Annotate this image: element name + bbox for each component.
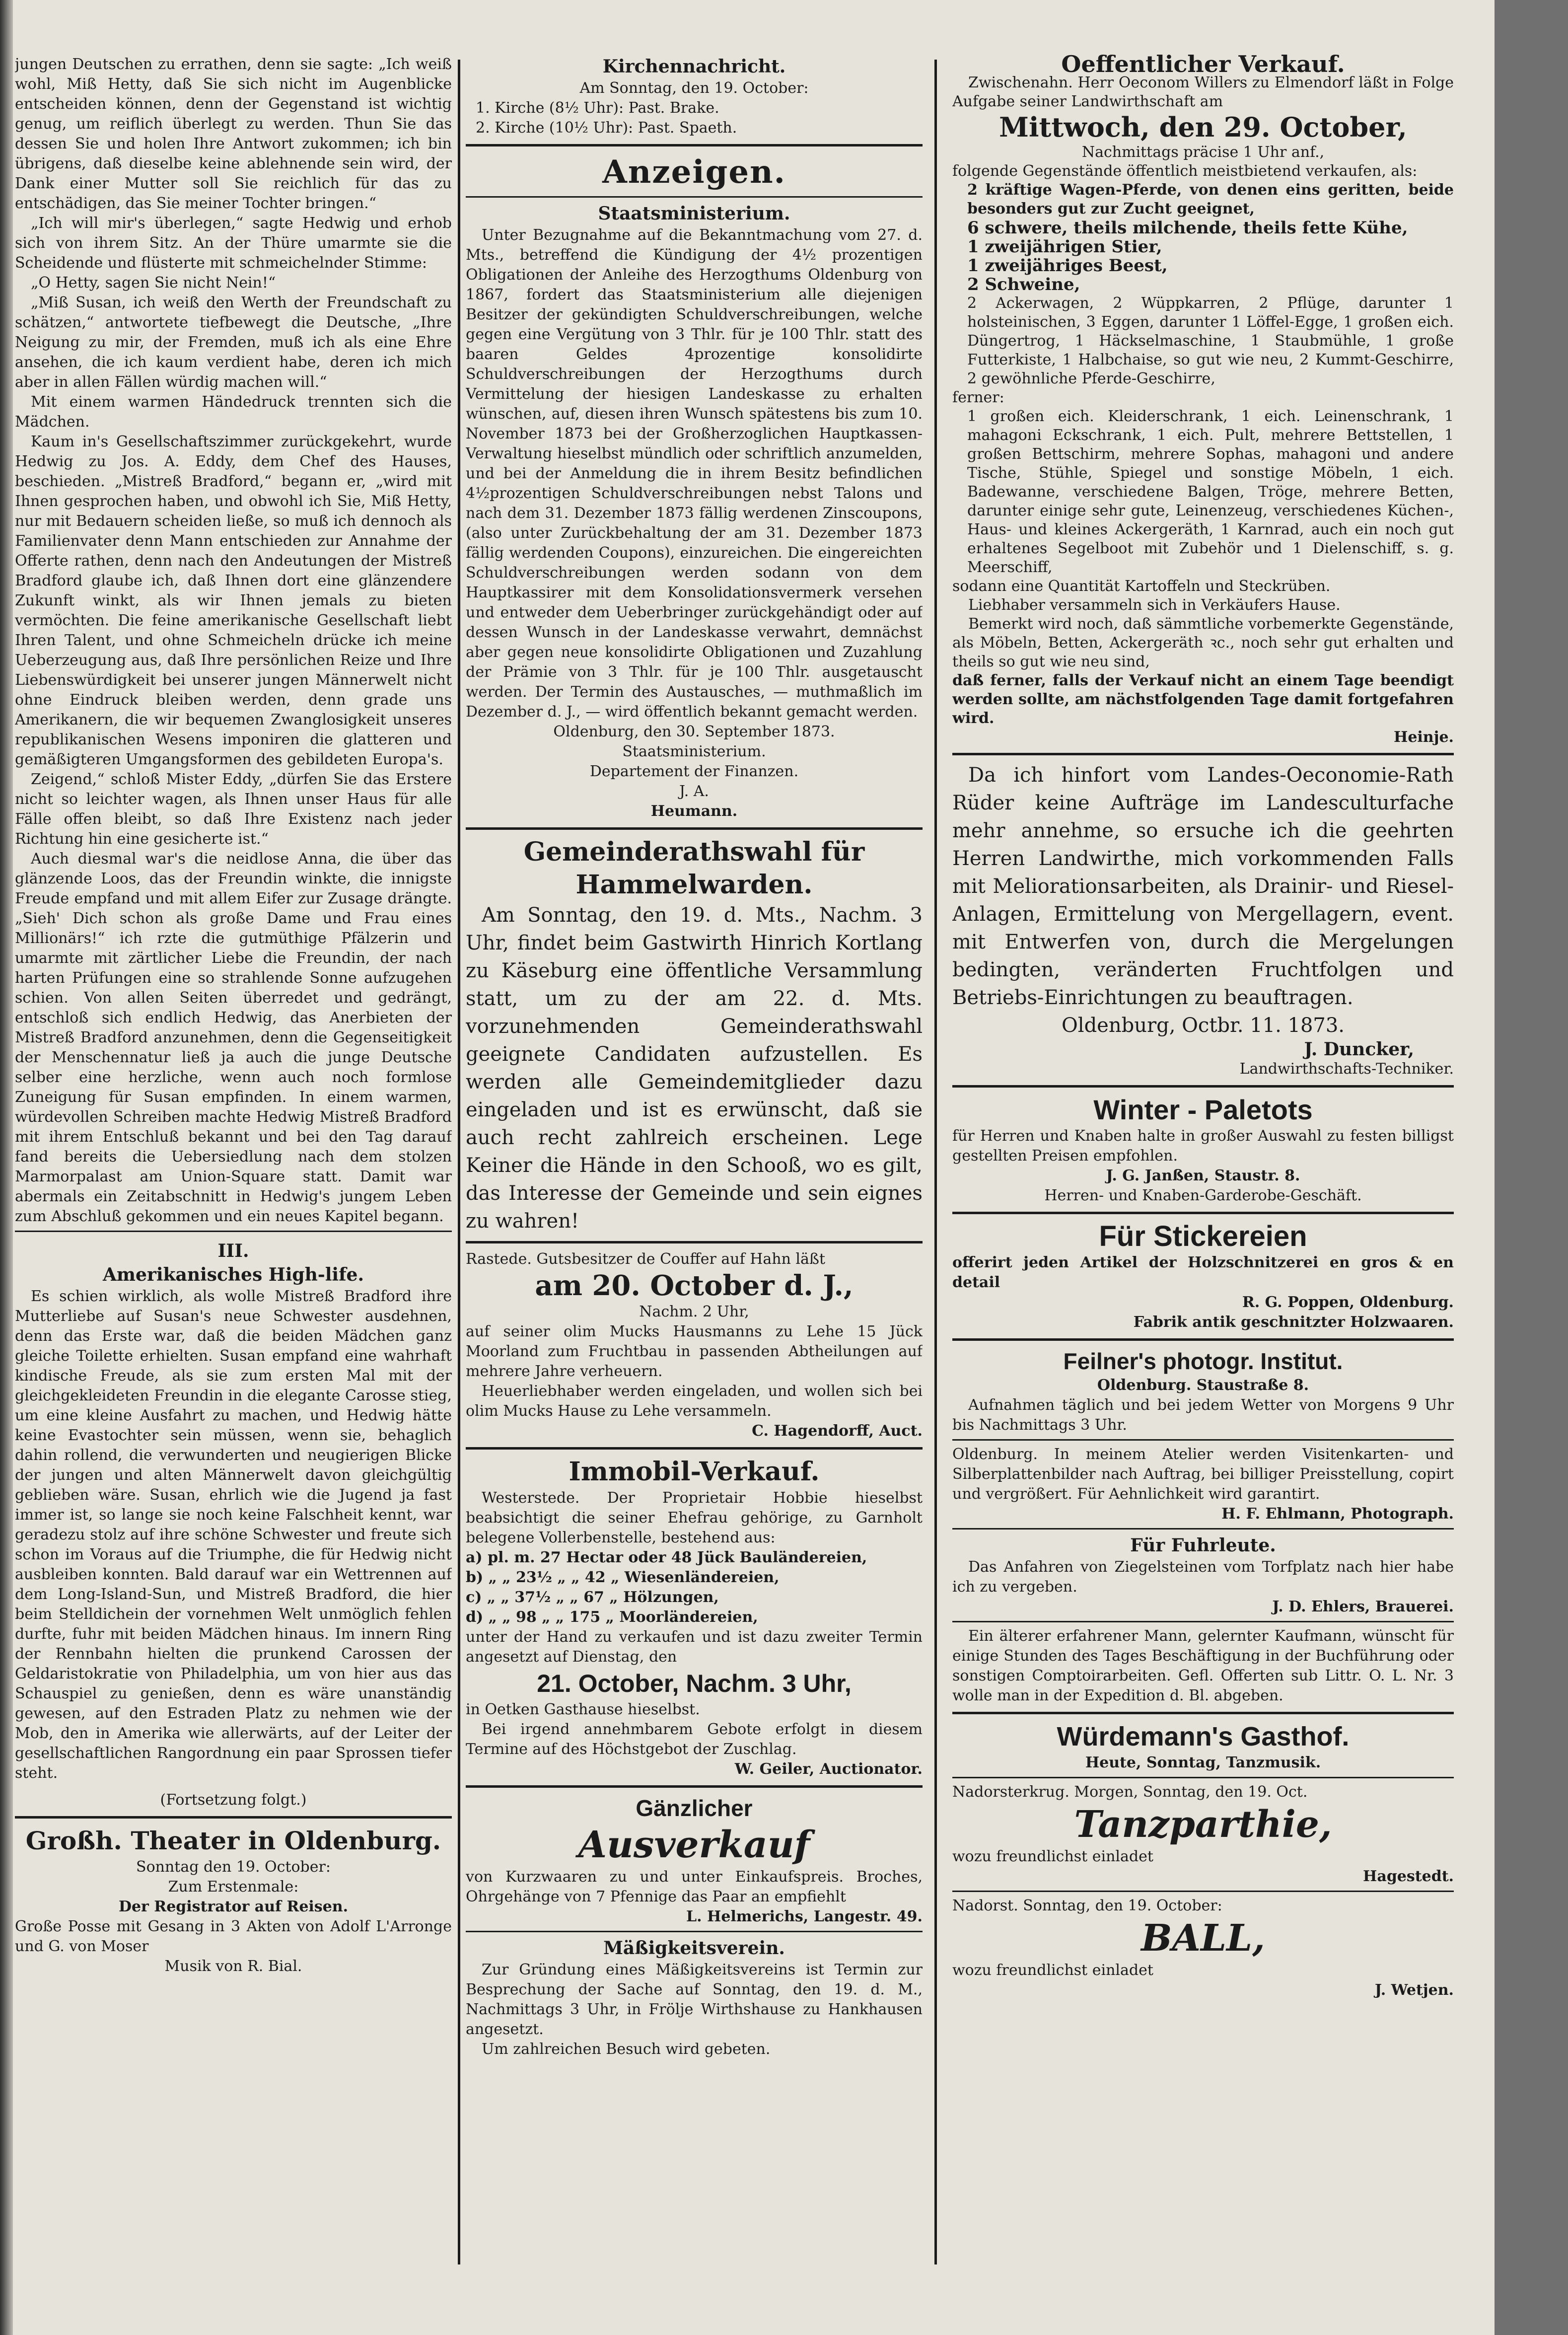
winter-title: Winter - Paletots [1093,1094,1313,1125]
public-sale-more-body: 1 großen eich. Kleiderschrank, 1 eich. Leinenschrank, 1 mahagoni Eckschrank, 1 eich. Pult, mehrere Bettstellen, 1 großen Bettschirm, mehrere Sophas, mahagoni und andere Tische, Stühle, Spiegel und sonstige Möbeln, 1 eich. Badewanne, verschiedene Balgen, Tröge, mehrere Betten, darunter einige sehr gute, Leinenzeug, verschiedenes Küchen-, Haus- und kleines Ackergeräth, 1 Karnrad, auch ein noch gut erhaltenes Segelboot mit Zubehör und 1 Dielenschiff, s. g. Meerschiff, [967,408,1454,576]
public-sale-note: daß ferner, falls der Verkauf nicht an einem Tage beendigt werden sollte, am nächstfolgenden Tage damit fortgefahren wird. [952,672,1454,727]
church-date: Am Sonntag, den 19. October: [579,79,809,97]
gasthof-sub: Heute, Sonntag, Tanzmusik. [1085,1754,1321,1771]
tanz-body: wozu freundlichst einladet [952,1848,1153,1865]
immobil-item: d) „ „ 98 „ „ 175 „ Moorländereien, [466,1608,758,1626]
divider [466,1785,923,1788]
temperance-title: Mäßigkeitsverein. [603,1938,785,1959]
theater-first: Zum Erstenmale: [168,1878,299,1896]
divider [466,196,923,198]
theater-desc: Große Posse mit Gesang in 3 Akten von Adolf L'Arronge und G. von Moser [15,1918,452,1955]
divider [952,1621,1454,1622]
divider [15,1231,452,1232]
ball-intro: Nadorst. Sonntag, den 19. October: [952,1897,1222,1914]
auction-sig: C. Hagendorff, Auct. [752,1422,923,1440]
story-paragraph: Mit einem warmen Händedruck trennten sich die Mädchen. [15,393,452,431]
stick-sig: R. G. Poppen, Oldenburg. [1242,1294,1454,1311]
divider [952,1777,1454,1778]
auction-body: auf seiner olim Mucks Hausmanns zu Lehe 15 Jück Moorland zum Fruchtbau in passenden Abtheilungen auf mehrere Jahre verheuern. [466,1323,923,1380]
story-paragraph: Auch diesmal war's die neidlose Anna, die über das glänzende Loos, das der Freundin winkte, die innigste Freude empfand und mit allem Eifer zur Zusage drängte. „Sieh' Dich schon als große Dame und Frau eines Millionärs!“ ich rzte die gutmüthige Pfälzerin und umarmte mit zärtlicher Liebe die Freundin, der nach harten Prüfungen eine so strahlende Sonne aufzugehen schien. Von allen Seiten überredet und gedrängt, entschloß sich endlich Hedwig, das Anerbieten der Mistreß Bradford anzunehmen, denn die Gegenseitigkeit der Menschennatur ließ ja auch die junge Deutsche selber eine herzliche, wenn auch noch formlose Zuneigung für Susan empfinden. In einem warmen, würdevollen Schreiben machte Hedwig Mistreß Bradford mit ihrem Entschluß bekannt und bei den Tag darauf fand bereits die Uebersiedlung nach dem stolzen Marmorpalast am Union-Square statt. Damit war abermals ein Zeitabschnitt in Hedwig's jungem Leben zum Abschluß gekommen und ein neues Kapitel begann. [15,850,452,1225]
public-sale-item: 1 zweijährigen Stier, [967,237,1162,257]
ministry-place: Oldenburg, den 30. September 1873. [553,723,835,740]
divider [952,1439,1454,1441]
continuation-note: (Fortsetzung folgt.) [160,1791,307,1809]
theater-title: Großh. Theater in Oldenburg. [25,1826,441,1855]
public-sale-item: 2 Schweine, [967,275,1080,294]
divider [466,1241,923,1243]
story-paragraph: „O Hetty, sagen Sie nicht Nein!“ [31,274,276,292]
church-line: 1. Kirche (8½ Uhr): Past. Brake. [476,99,719,117]
column-1 [15,55,452,2319]
auction-time: Nachm. 2 Uhr, [639,1303,749,1320]
ehlmann-sig: H. F. Ehlmann, Photograph. [1221,1505,1454,1523]
column-rule [934,60,937,2264]
fuhr-body: Das Anfahren von Ziegelsteinen vom Torfplatz nach hier habe ich zu vergeben. [952,1558,1454,1596]
binding-fold [0,0,13,2335]
tanz-intro: Nadorsterkrug. Morgen, Sonntag, den 19. Oct. [952,1783,1308,1801]
ministry-sig: Departement der Finanzen. [589,763,799,780]
sale-body: von Kurzwaaren zu und unter Einkaufspreis. Broches, Ohrgehänge von 7 Pfennige das Paar an empfiehlt [466,1868,923,1905]
story-paragraph: Kaum in's Gesellschaftszimmer zurückgekehrt, wurde Hedwig zu Jos. A. Eddy, dem Chef des Hauses, beschieden. „Mistreß Bradford,“ begann er, „wird mit Ihnen gesprochen haben, und obwohl ich Sie, Miß Hetty, nur mit Bedauern scheiden ließe, so muß ich dennoch als Familienvater denn Mann entschieden zur Annahme der Offerte rathen, denn nach den Andeutungen der Mistreß Bradford glaube ich, daß Ihnen dort eine glänzendere Zukunft winkt, als wir Ihnen jemals zu bieten vermöchten. Die feine amerikanische Gesellschaft liebt Ihren Talent, und ohne Schmeicheln drücke ich meine Ueberzeugung aus, daß Ihre persönlichen Reize und Ihre Liebenswürdigkeit bei unserer jungen Männerwelt nicht ohne Eindruck bleiben werden, denn grade uns Amerikanern, die wir bequemen Zwanglosigkeit unseres republikanischen Wesens imponiren die glatteren und gemäßigteren Umgangsformen des gebildeten Europa's. [15,433,452,768]
rath-sig: J. Duncker, [1304,1039,1414,1060]
theater-play: Der Registrator auf Reisen. [118,1898,349,1915]
sale-title: Gänzlicher [636,1795,753,1821]
public-sale-title: Oeffentlicher Verkauf. [1061,55,1345,77]
divider [952,1338,1454,1341]
auction-intro: Rastede. Gutsbesitzer de Couffer auf Hahn läßt [466,1250,825,1268]
public-sale-time: Nachmittags präcise 1 Uhr anf., [1081,144,1325,161]
divider [15,1816,452,1819]
tanz-title: Tanzparthie, [1074,1803,1332,1846]
story-paragraph: Zeigend,“ schloß Mister Eddy, „dürfen Sie das Erstere nicht so leichter wagen, als Ihnen unser Haus für alle Fälle offen bleibt, so daß Ihre Existenz nach jeder Richtung hin eine gesicherte ist.“ [15,771,452,848]
ministry-body: Unter Bezugnahme auf die Bekanntmachung vom 27. d. Mts., betreffend die Kündigung der 4½ prozentigen Obligationen der Anleihe des Herzogthums Oldenburg von 1867, fordert das Staatsministerium alle diejenigen Besitzer der gekündigten Schuldverschreibungen, welche gegen eine Vergütung von 3 Thlr. für je 100 Thlr. statt des baaren Geldes 4prozentige konsolidirte Schuldverschreibungen der Herzogthums durch Vermittelung der hiesigen Landeskasse zu erhalten wünschen, auf, diesen ihren Wunsch spätestens bis zum 10. November 1873 bei der Großherzoglichen Hauptkassen-Verwaltung hieselbst mündlich oder schriftlich anzumelden, und bei der Anmeldung die in ihrem Besitz befindlichen 4½prozentigen Schuldverschreibungen nebst Talons und nach dem 31. Dezember 1873 fällig werdenen Zinscoupons, (also unter Zurückbehaltung der am 31. Dezember 1873 fällig werdenden Coupons), einzureichen. Die eingereichten Schuldverschreibungen werden sodann von dem Hauptkassirer mit dem Konsolidationsvermerk versehen und entweder dem Ueberbringer zurückgehändigt oder auf dessen Wunsch in der Landeskasse verwahrt, demnächst aber gegen neue konsolidirte Obligationen und Zuzahlung der Prämie von 3 Thlr. für je 100 Thlr. ausgetauscht werden. Der Termin des Austausches, — muthmaßlich im Dezember d. J., — wird öffentlich bekannt gemacht werden. [466,226,923,721]
column-rule [458,60,460,2264]
auction-date: am 20. October d. J., [535,1269,854,1302]
public-sale-item: 2 Ackerwagen, 2 Wüppkarren, 2 Pflüge, darunter 1 holsteinischen, 3 Eggen, darunter 1 Löffel-Egge, 1 großen eich. Düngertrog, 1 Häckselmaschine, 1 Staubmühle, 1 große Futterkiste, 1 Halbchaise, so gut wie neu, 2 Kummt-Geschirre, 2 gewöhnliche Pferde-Geschirre, [967,294,1454,387]
winter-sig: Herren- und Knaben-Garderobe-Geschäft. [1044,1187,1362,1204]
public-sale-note: Liebhaber versammeln sich in Verkäufers Hause. [968,596,1341,614]
public-sale-note: Bemerkt wird noch, daß sämmtliche vorbemerkte Gegenstände, als Möbeln, Betten, Ackergeräth ꝛc., noch sehr gut erhalten und theils so gut wie neu sind, [952,615,1454,670]
church-line: 2. Kirche (10½ Uhr): Past. Spaeth. [476,119,737,137]
divider [952,1528,1454,1530]
auction-note: Heuerliebhaber werden eingeladen, und wollen sich bei olim Mucks Hause zu Lehe versammeln. [466,1383,923,1420]
sale-sig: L. Helmerichs, Langestr. 49. [686,1908,923,1925]
ads-title: Anzeigen. [602,153,786,191]
fuhr-title: Für Fuhrleute. [1130,1535,1276,1556]
immobil-body: Westerstede. Der Proprietair Hobbie hieselbst beabsichtigt die seiner Ehefrau gehörige, zu Garnholt belegene Vollerbenstelle, bestehend aus: [466,1489,923,1546]
tanz-sig: Hagestedt. [1363,1868,1454,1885]
divider [952,1212,1454,1214]
ministry-title: Staatsministerium. [598,203,790,224]
section-title: Amerikanisches High-life. [102,1264,364,1285]
public-sale-intro: folgende Gegenstände öffentlich meistbietend verkaufen, als: [952,162,1418,180]
divider [952,1712,1454,1714]
divider [952,753,1454,755]
public-sale-sig: Heinje. [1393,729,1454,746]
public-sale-item: 1 zweijähriges Beest, [967,256,1168,276]
immobil-item: c) „ „ 37½ „ „ 67 „ Hölzungen, [466,1589,719,1606]
temperance-close: Um zahlreichen Besuch wird gebeten. [482,2041,771,2058]
ministry-sig: J. A. [679,783,709,800]
immobil-item: b) „ „ 23½ „ „ 42 „ Wiesenländereien, [466,1569,780,1586]
ministry-sig: Heumann. [650,803,738,820]
immobil-title: Immobil-Verkauf. [569,1457,820,1487]
immobil-place: in Oetken Gasthause hieselbst. [466,1701,700,1718]
stick-title: Für Stickereien [1099,1220,1307,1252]
council-body: Am Sonntag, den 19. d. Mts., Nachm. 3 Uhr, findet beim Gastwirth Hinrich Kortlang zu Käseburg eine öffentliche Versammlung statt, um zu der am 22. d. Mts. vorzunehmenden Gemeinderathswahl geeignete Candidaten aufzustellen. Es werden alle Gemeindemitglieder dazu eingeladen und ist es erwünscht, daß sie auch recht zahlreich erscheinen. Lege Keiner die Hände in den Schooß, wo es gilt, das Interesse der Gemeinde und sein eignes zu wahren! [466,904,923,1233]
ball-body: wozu freundlichst einladet [952,1962,1153,1979]
ministry-sig: Staatsministerium. [622,743,766,760]
theater-music: Musik von R. Bial. [164,1958,302,1975]
kaufmann-body: Ein älterer erfahrener Mann, gelernter Kaufmann, wünscht für einige Stunden des Tages Beschäftigung in der Buchführung oder sonstigen Comptoirarbeiten. Gefl. Offerten sub Littr. O. L. Nr. 3 wolle man in der Expedition d. Bl. abgeben. [952,1627,1454,1704]
ball-title: BALL, [1141,1917,1265,1960]
public-sale-more: ferner: [952,389,1004,406]
column-3 [952,55,1454,2319]
photo-line: Oldenburg. Staustraße 8. [1097,1377,1309,1394]
public-sale-item: 6 schwere, theils milchende, theils fette Kühe, [967,218,1408,238]
temperance-body: Zur Gründung eines Mäßigkeitsvereins ist Termin zur Besprechung der Sache auf Sonntag, den 19. d. M., Nachmittags 3 Uhr, in Frölje Wirthshause zu Hankhausen angesetzt. [466,1961,923,2038]
ehlmann-body: Oldenburg. In meinem Atelier werden Visitenkarten- und Silberplattenbilder nach Auftrag, bei billiger Preisstellung, copirt und vergrößert. Für Aehnlichkeit wird garantirt. [952,1446,1454,1503]
photo-line: Aufnahmen täglich und bei jedem Wetter von Morgens 9 Uhr bis Nachmittags 3 Uhr. [952,1396,1454,1434]
immobil-date: 21. October, Nachm. 3 Uhr, [537,1670,852,1697]
column-2 [466,55,923,2319]
stick-sig: Fabrik antik geschnitzter Holzwaaren. [1133,1313,1454,1331]
story-paragraph: jungen Deutschen zu errathen, denn sie sagte: „Ich weiß wohl, Miß Hetty, daß Sie sich nicht im Augenblicke entscheiden können, denn der Gegenstand ist wichtig genug, um reiflich überlegt zu werden. Thun Sie das dessen Sie und holen Ihre Antwort zukommen; ich bin übrigens, daß dieselbe keine ablehnende sein wird, der Dank einer Mutter soll Sie reichlich für das zu entschädigen, das Sie meiner Tochter bringen.“ [15,56,452,212]
public-sale-item: 2 kräftige Wagen-Pferde, von denen eins geritten, beide besonders gut zur Zucht geeignet, [967,181,1454,218]
story-paragraph: „Ich will mir's überlegen,“ sagte Hedwig und erhob sich von ihrem Sitz. An der Thüre umarmte sie die Scheidende und flüsterte mit schmeichelnder Stimme: [15,215,452,272]
divider [466,1447,923,1450]
public-sale-more-body: sodann eine Quantität Kartoffeln und Steckrüben. [952,578,1331,595]
theater-date: Sonntag den 19. October: [136,1858,331,1876]
divider [466,144,923,146]
public-sale-body: Zwischenahn. Herr Oeconom Willers zu Elmendorf läßt in Folge Aufgabe seiner Landwirthschaft am [952,74,1454,110]
page-edge-background [1495,0,1568,2335]
council-title: Hammelwarden. [575,870,813,900]
winter-sig: J. G. Janßen, Staustr. 8. [1106,1167,1300,1184]
public-sale-date: Mittwoch, den 29. October, [999,111,1407,143]
gasthof-title: Würdemann's Gasthof. [1057,1722,1350,1751]
rath-sig: Landwirthschafts-Techniker. [1239,1060,1454,1078]
winter-body: für Herren und Knaben halte in großer Auswahl zu festen billigst gestellten Preisen empfohlen. [952,1127,1454,1165]
sale-title-large: Ausverkauf [578,1824,810,1866]
immobil-item: a) pl. m. 27 Hectar oder 48 Jück Bauländereien, [466,1549,867,1566]
divider [466,827,923,830]
section-number: III. [217,1240,249,1261]
divider [466,1931,923,1932]
rath-body: Da ich hinfort vom Landes-Oeconomie-Rath Rüder keine Aufträge im Landesculturfache mehr annehme, so ersuche ich die geehrten Herren Landwirthe, mich vorkommenden Falls mit Meliorationsarbeiten, als Drainir- und Riesel-Anlagen, Ermittelung von Mergellagern, event. mit Entwerfen von, durch die Mergelungen bedingten, veränderten Fruchtfolgen und Betriebs-Einrichtungen zu beauftragen. [952,764,1454,1009]
church-title: Kirchennachricht. [602,56,786,77]
stick-body: offerirt jeden Artikel der Holzschnitzerei en gros & en detail [952,1254,1454,1291]
divider [952,1085,1454,1088]
immobil-sig: W. Geiler, Auctionator. [734,1760,923,1778]
immobil-body2: unter der Hand zu verkaufen und ist dazu zweiter Termin angesetzt auf Dienstag, den [466,1628,923,1666]
divider [952,1891,1454,1892]
ball-sig: J. Wetjen. [1374,1981,1454,1999]
photo-title: Feilner's photogr. Institut. [1063,1348,1343,1374]
immobil-body3: Bei irgend annehmbarem Gebote erfolgt in diesem Termine auf des Höchstgebot der Zuschlag. [466,1721,923,1758]
story-paragraph: „Miß Susan, ich weiß den Werth der Freundschaft zu schätzen,“ antwortete tiefbewegt die Deutsche, „Ihre Neigung zu mir, der Fremden, muß ich als eine Ehre ansehen, die ich kaum verdient habe, deren ich mich aber in allen Fällen würdig machen will.“ [15,294,452,391]
fuhr-sig: J. D. Ehlers, Brauerei. [1272,1598,1454,1615]
council-title: Gemeinderathswahl für [523,837,865,867]
story-paragraph: Es schien wirklich, als wolle Mistreß Bradford ihre Mutterliebe auf Susan's neue Schwester ausdehnen, denn das Erste war, daß die beiden Mädchen ganz gleiche Toilette erhielten. Susan empfand eine wahrhaft kindische Freude, als sie zum ersten Mal mit der gleichgekleideten Freundin in die elegante Carosse stieg, um eine kleine Ausfahrt zu machen, und Hedwig hätte keine Evastochter sein müssen, wenn sie, behaglich dahin rollend, die verwunderten und neugierigen Blicke der jungen und alten Männerwelt davon gleichgültig geblieben wäre. Susan, ehrlich wie die Jugend ja fast immer ist, so lange sie noch keine Falschheit kennt, war geradezu stolz auf ihre schöne Schwester und freute sich schon im Voraus auf die Triumphe, die für Hedwig nicht ausbleiben konnten. Bald darauf war ein Wettrennen auf dem Long-Island-Sun, und Mistreß Bradford, die hier beim Stelldichein der vornehmen Welt unmöglich fehlen durfte, fuhr mit beiden Mädchen hinaus. Im innern Ring der Rennbahn hielten die prunkend Carossen der Geldaristokratie von Philadelphia, um von hier aus das Schauspiel zu genießen, denn es wäre unanständig gewesen, auf den Estraden Platz zu nehmen wie der Mob, den in Amerika wie allerwärts, auf der Leiter der gesellschaftlichen Rangordnung ein paar Sprossen tiefer steht. [15,1288,452,1782]
rath-place: Oldenburg, Octbr. 11. 1873. [1061,1014,1345,1037]
